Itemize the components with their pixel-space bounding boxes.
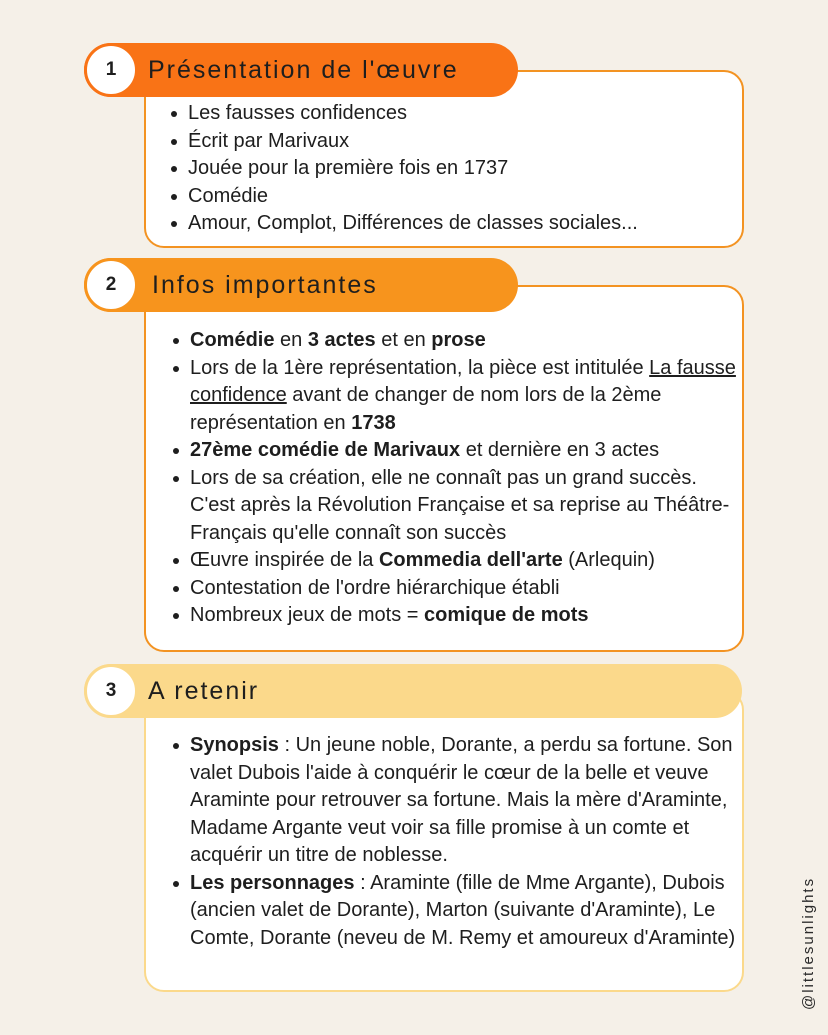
genre-text: Comédie <box>190 329 275 351</box>
list-item: Nombreux jeux de mots = comique de mots <box>190 602 742 630</box>
characters-text: : Araminte (fille de Mme Argante), Dubois (ancien valet de Dorante), Marton (suivante d'Araminte), Le Comte, Dorante (neveu de M. Remy et amoureux d'Araminte) <box>190 871 736 949</box>
list-item: Jouée pour la première fois en 1737 <box>188 155 742 183</box>
list-item: Lors de la 1ère représentation, la pièce est intitulée La fausse confidence avant de changer de nom lors de la 2ème représentation en 1738 <box>190 355 742 438</box>
list-item: Contestation de l'ordre hiérarchique établi <box>190 575 742 603</box>
list-item: Comédie en 3 actes et en prose <box>190 327 742 355</box>
section-2-card <box>144 285 744 652</box>
section-2-title: Infos importantes <box>152 270 378 299</box>
list-item: 27ème comédie de Marivaux et dernière en 3 actes <box>190 437 742 465</box>
section-3-title: A retenir <box>148 676 260 705</box>
list-item: Comédie <box>188 183 742 211</box>
section-2-banner <box>84 258 518 312</box>
characters-label: Les personnages <box>190 871 355 894</box>
list-item: Écrit par Marivaux <box>188 128 742 156</box>
section-3-list <box>146 732 742 952</box>
section-3-banner <box>84 664 742 718</box>
section-3-number: 3 <box>84 664 138 718</box>
section-1-banner <box>84 43 518 97</box>
list-item <box>190 870 742 953</box>
list-item: Œuvre inspirée de la Commedia dell'arte (Arlequin) <box>190 547 742 575</box>
section-2-list <box>146 327 742 630</box>
list-item: Lors de sa création, elle ne connaît pas un grand succès. C'est après la Révolution Française et sa reprise au Théâtre-Français qu'elle connaît son succès <box>190 465 742 548</box>
section-2-number: 2 <box>84 258 138 312</box>
list-item: Amour, Complot, Différences de classes sociales... <box>188 210 742 238</box>
section-1-list <box>146 100 742 238</box>
section-3-card <box>144 690 744 992</box>
author-handle: @littlesunlights <box>800 876 817 1010</box>
list-item <box>190 732 742 870</box>
synopsis-label: Synopsis <box>190 734 279 756</box>
section-1-title: Présentation de l'œuvre <box>148 55 459 84</box>
original-title: La fausse confidence <box>190 356 736 406</box>
synopsis-text: : Un jeune noble, Dorante, a perdu sa fortune. Son valet Dubois l'aide à conquérir le cœur de la belle et veuve Araminte pour retrouver sa fortune. Mais la mère d'Araminte, Madame Argante veut voir sa fille promise à un comte et acquérir un titre de noblesse. <box>190 734 733 866</box>
section-1-number: 1 <box>84 43 138 97</box>
list-item: Les fausses confidences <box>188 100 742 128</box>
